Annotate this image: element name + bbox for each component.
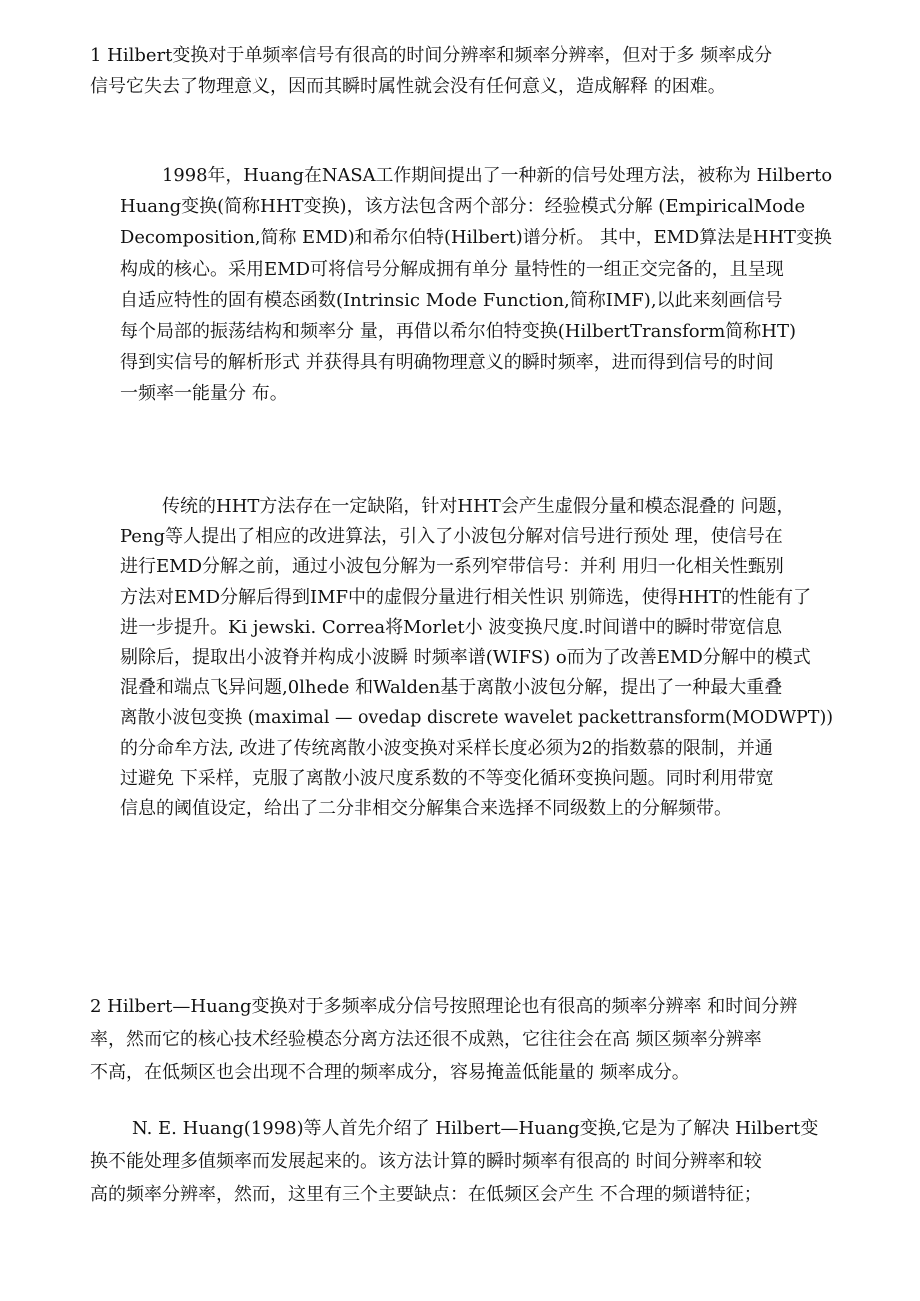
paragraph-1 [90,40,835,102]
text-line: 进一步提升。Ki jewski. Correa将Morlet小 波变换尺度.时间谱中的瞬时带宽信息 [120,616,783,638]
text-line: 混叠和端点飞异问题,0lhede 和Walden基于离散小波包分解，提出了一种最大重叠 [120,677,783,699]
paragraph-3 [120,492,835,824]
text-line: 换不能处理多值频率而发展起来的。该方法计算的瞬时频率有很高的 时间分辨率和较 [90,1151,762,1172]
text-line: 每个局部的振荡结构和频率分 量，再借以希尔伯特变换(HilbertTransform简称HT) [120,321,797,343]
text-line: Peng等人提出了相应的改进算法，引入了小波包分解对信号进行预处 理，使信号在 [120,526,783,548]
text-line: Decomposition,简称 EMD)和希尔伯特(Hilbert)谱分析。 其中，EMD算法是HHT变换 [120,227,832,249]
paragraph-2 [120,160,835,410]
paragraph-5 [90,1112,835,1211]
text-line: 率，然而它的核心技术经验模态分离方法还很不成熟，它往往会在高 频区频率分辨率 [90,1029,762,1050]
text-line: 1 Hilbert变换对于单频率信号有很高的时间分辨率和频率分辨率，但对于多 频率成分 [90,45,773,66]
text-line: 1998年，Huang在NASA工作期间提出了一种新的信号处理方法，被称为 Hilberto [162,165,833,186]
text-line: 进行EMD分解之前，通过小波包分解为一系列窄带信号：并利 用归一化相关性甄别 [120,556,784,578]
text-line: N. E. Huang(1998)等人首先介绍了 Hilbert—Huang变换,它是为了解决 Hilbert变 [132,1118,819,1139]
text-line: 的分命牟方法, 改进了传统离散小波变换对采样长度必须为2的指数慕的限制，并通 [120,737,773,759]
paragraph-4 [90,990,835,1089]
text-line: 信号它失去了物理意义，因而其瞬时属性就会没有任何意义，造成解释 的困难。 [90,76,726,97]
text-line: 过避免 下采样，克服了离散小波尺度系数的不等变化循环变换问题。同时利用带宽 [120,767,774,789]
text-line: 方法对EMD分解后得到IMF中的虚假分量进行相关性识 别筛选，使得HHT的性能有了 [120,586,812,608]
text-line: 不高，在低频区也会出现不合理的频率成分，容易掩盖低能量的 频率成分。 [90,1062,690,1083]
text-line: 离散小波包变换 (maximal — ovedap discrete wavelet packettransform(MODWPT)) [120,708,834,729]
text-line: 高的频率分辨率，然而，这里有三个主要缺点：在低频区会产生 不合理的频谱特征； [90,1184,762,1205]
text-line: 剔除后，提取出小波脊并构成小波瞬 时频率谱(WIFS) o而为了改善EMD分解中的模式 [120,647,811,669]
text-line: 构成的核心。采用EMD可将信号分解成拥有单分 量特性的一组正交完备的，且呈现 [120,258,784,280]
text-line: 得到实信号的解析形式 并获得具有明确物理意义的瞬时频率，进而得到信号的时间 [120,352,774,374]
text-line: 自适应特性的固有模态函数(Intrinsic Mode Function,简称IMF),以此来刻画信号 [120,289,783,311]
text-line: 2 Hilbert—Huang变换对于多频率成分信号按照理论也有很高的频率分辨率 和时间分辨 [90,996,798,1017]
text-line: 一频率一能量分 布。 [120,383,288,405]
text-line: Huang变换(简称HHT变换)，该方法包含两个部分：经验模式分解 (EmpiricalMode [120,196,806,218]
text-line: 传统的HHT方法存在一定缺陷，针对HHT会产生虚假分量和模态混叠的 问题， [162,496,795,517]
text-line: 信息的阈值设定，给出了二分非相交分解集合来选择不同级数上的分解频带。 [120,798,732,820]
